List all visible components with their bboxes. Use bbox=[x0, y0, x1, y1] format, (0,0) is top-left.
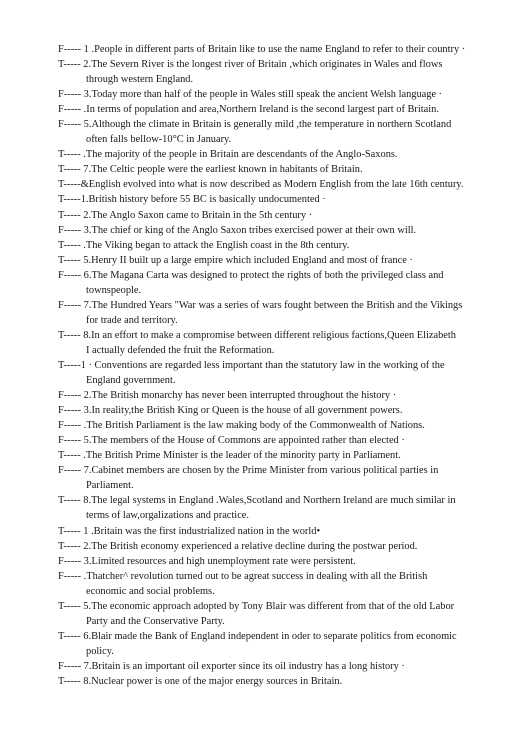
statement-line: T----- 2.The British economy experienced a relative decline during the postwar period. bbox=[58, 540, 418, 552]
statement-continuation-line: England government. bbox=[86, 375, 176, 387]
statement-line: T----- 5.Henry II built up a large empire which included England and most of france · bbox=[58, 254, 413, 266]
statement-continuation-line: I actually defended the fruit the Reformation. bbox=[86, 344, 275, 356]
statement-line: F----- 3.In reality,the British King or Queen is the house of all government powers. bbox=[58, 405, 403, 417]
statement-line: F----- 3.Today more than half of the people in Wales still speak the ancient Welsh language · bbox=[58, 89, 443, 101]
statement-line: T----- .The majority of the people in Britain are descendants of the Anglo-Saxons. bbox=[58, 149, 398, 161]
statement-line: F----- 2.The British monarchy has never been interrupted throughout the history · bbox=[58, 390, 397, 402]
statement-line: T----- 8.Nuclear power is one of the major energy sources in Britain. bbox=[58, 675, 343, 687]
true-false-answer-list bbox=[58, 42, 468, 689]
statement-line: T----- .The Viking began to attack the English coast in the 8th century. bbox=[58, 239, 350, 251]
statement-line: T----- 6.Blair made the Bank of England independent in oder to separate politics from economic bbox=[58, 630, 457, 642]
statement-continuation-line: Parliament. bbox=[86, 480, 134, 492]
statement-line: T----- 1 .Britain was the first industrialized nation in the world• bbox=[58, 525, 321, 537]
statement-continuation-line: through western England. bbox=[86, 74, 194, 86]
statement-line: T----- 8.In an effort to make a compromise between different religious factions,Queen Elizabeth bbox=[58, 329, 456, 341]
statement-line: F----- 5.Although the climate in Britain is generally mild ,the temperature in northern Scotland bbox=[58, 119, 452, 131]
statement-line: T-----1.British history before 55 BC is basically undocumented · bbox=[58, 194, 326, 206]
statement-line: F----- 3.The chief or king of the Anglo Saxon tribes exercised power at their own will. bbox=[58, 224, 417, 236]
statement-line: F----- 7.Britain is an important oil exporter since its oil industry has a long history · bbox=[58, 660, 405, 672]
statement-continuation-line: policy. bbox=[86, 645, 114, 657]
statement-continuation-line: for trade and territory. bbox=[86, 314, 178, 326]
statement-continuation-line: often falls bellow-10°C in January. bbox=[86, 134, 232, 146]
statement-line: F----- 6.The Magana Carta was designed to protect the rights of both the privileged class and bbox=[58, 269, 444, 281]
statement-line: F----- .Thatcher^ revolution turned out to be agreat success in dealing with all the British bbox=[58, 570, 428, 582]
statement-line: T----- 2.The Anglo Saxon came to Britain in the 5th century · bbox=[58, 209, 313, 221]
statement-line: T----- 5.The economic approach adopted by Tony Blair was different from that of the old Labor bbox=[58, 600, 455, 612]
statement-line: T----- .The British Prime Minister is the leader of the minority party in Parliament. bbox=[58, 450, 401, 462]
statement-line: F----- 7.Cabinet members are chosen by the Prime Minister from various political parties in bbox=[58, 465, 439, 477]
statement-line: T----- 2.The Severn River is the longest river of Britain ,which originates in Wales and flows bbox=[58, 59, 443, 71]
statement-continuation-line: townspeople. bbox=[86, 284, 142, 296]
statement-line: T-----&English evolved into what is now described as Modern English from the late 16th century. bbox=[58, 179, 464, 191]
statement-continuation-line: terms of law,orgalizations and practice. bbox=[86, 510, 250, 522]
statement-line: T-----1 · Conventions are regarded less important than the statutory law in the working of the bbox=[58, 359, 445, 371]
statement-line: F----- 1 .People in different parts of Britain like to use the name England to refer to their country · bbox=[58, 44, 466, 55]
statement-line: T----- 7.The Celtic people were the earliest known in habitants of Britain. bbox=[58, 164, 363, 176]
statement-line: F----- .The British Parliament is the law making body of the Commonwealth of Nations. bbox=[58, 420, 425, 432]
statement-line: F----- 3.Limited resources and high unemployment rate were persistent. bbox=[58, 555, 356, 567]
statement-line: F----- .In terms of population and area,Northern Ireland is the second largest part of Britain. bbox=[58, 104, 439, 116]
statement-continuation-line: Party and the Conservative Party. bbox=[86, 615, 225, 627]
statement-line: F----- 7.The Hundred Years "War was a series of wars fought between the British and the Vikings bbox=[58, 299, 463, 311]
statement-continuation-line: economic and social problems. bbox=[86, 585, 215, 597]
statement-line: F----- 5.The members of the House of Commons are appointed rather than elected · bbox=[58, 435, 405, 447]
statement-line: T----- 8.The legal systems in England .Wales,Scotland and Northern Ireland are much similar in bbox=[58, 495, 456, 507]
